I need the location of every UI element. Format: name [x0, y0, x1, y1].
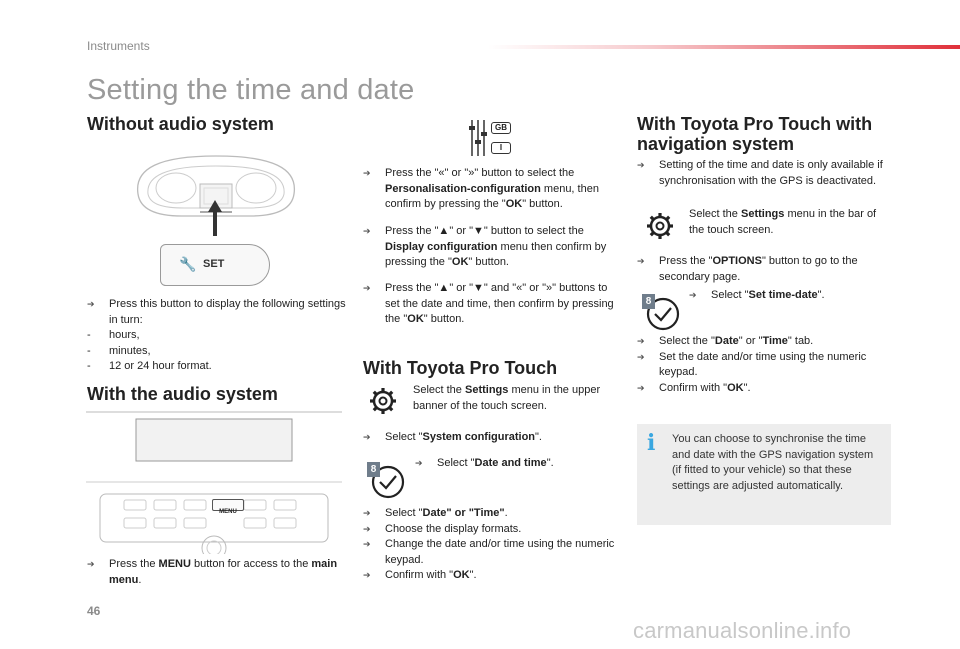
page-title: Setting the time and date — [87, 74, 415, 106]
header-rule — [488, 45, 960, 49]
nav-heading: With Toyota Pro Touch with navigation system — [637, 114, 873, 154]
nav-note: ➔ Setting of the time and date is only available if synchronisation with the GPS is deactivated. — [637, 158, 895, 189]
set-button[interactable] — [160, 244, 270, 286]
without-audio-heading: Without audio system — [87, 114, 274, 134]
nav-set-time-date-step: ➔ Select "Set time-date". — [689, 288, 894, 304]
set-button-label: SET — [203, 258, 225, 270]
badge-8: 8 — [367, 462, 380, 477]
with-audio-steps — [87, 557, 347, 588]
info-text: You can choose to synchronise the time and date with the GPS navigation system (if fitted to your vehicle) so that these settings are adjusted automatically. — [672, 433, 874, 492]
menu-step: ➔ Press the MENU button for access to the main menu. — [87, 557, 347, 588]
mid-step-2: ➔ Press the "▲" or "▼" button to select the Display configuration menu then confirm by pressing the "OK" button. — [363, 224, 625, 271]
i-badge: I — [491, 142, 511, 154]
list-item: - minutes, — [87, 344, 347, 360]
nav-options-step: ➔ Press the "OPTIONS" button to go to the secondary page. — [637, 254, 895, 285]
mid-step-3: ➔ Press the "▲" or "▼" and "«" or "»" buttons to set the date and time, then confirm by pressing the "OK" button. — [363, 281, 625, 328]
touch-heading: With Toyota Pro Touch — [363, 358, 558, 378]
badge-8: 8 — [642, 294, 655, 309]
without-audio-intro: ➔ Press this button to display the following settings in turn: — [87, 297, 347, 328]
gear-icon — [368, 386, 398, 416]
audio-system-illustration — [86, 408, 342, 554]
page-number: 46 — [87, 604, 101, 618]
mid-step-1: ➔ Press the "«" or "»" button to select the Personalisation-configuration menu, then confirm by pressing the "OK" button. — [363, 166, 625, 213]
menu-button[interactable] — [212, 499, 244, 515]
touch-date-time-step: ➔ Select "Date and time". — [415, 456, 615, 472]
info-box — [637, 424, 891, 525]
pointer-arrow-icon — [208, 200, 222, 236]
gb-badge: GB — [491, 122, 511, 134]
list-item: - 12 or 24 hour format. — [87, 359, 347, 375]
menu-button-label: MENU — [219, 509, 237, 515]
nav-settings-text: Select the Settings menu in the bar of the touch screen. — [689, 208, 877, 236]
watermark: carmanualsonline.info — [633, 618, 852, 643]
touch-settings-text: Select the Settings menu in the upper banner of the touch screen. — [413, 384, 601, 412]
without-audio-steps — [87, 297, 347, 375]
section-label: Instruments — [87, 39, 150, 53]
info-icon: i — [647, 430, 656, 456]
list-item: - hours, — [87, 328, 347, 344]
gear-icon — [645, 211, 675, 241]
nav-final-steps: ➔ Select the "Date" or "Time" tab. ➔ Set the date and/or time using the numeric keypad. ➔ Confirm with "OK". — [637, 334, 895, 396]
touch-final-steps: ➔ Select "Date" or "Time". ➔ Choose the display formats. ➔ Change the date and/or time using the numeric keypad. ➔ Confirm with "OK". — [363, 506, 625, 584]
touch-system-step: ➔ Select "System configuration". — [363, 430, 625, 446]
wrench-icon: 🔧 — [179, 256, 197, 272]
with-audio-heading: With the audio system — [87, 384, 278, 404]
